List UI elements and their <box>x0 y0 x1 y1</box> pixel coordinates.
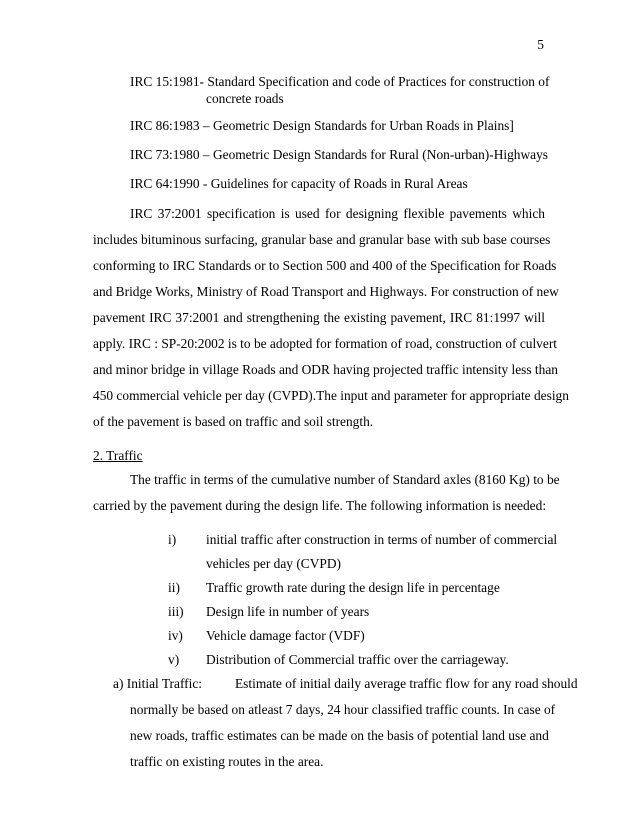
intro-paragraph-line: apply. IRC : SP-20:2002 is to be adopted for formation of road, construction of culvert <box>93 336 557 351</box>
intro-paragraph-line: includes bituminous surfacing, granular base and granular base with sub base courses <box>93 232 551 247</box>
list-item-text: initial traffic after construction in terms of number of commercial <box>206 532 558 547</box>
intro-paragraph-line: pavement IRC 37:2001 and strengthening the existing pavement, IRC 81:1997 will <box>93 310 545 325</box>
intro-paragraph-line: IRC 37:2001 specification is used for designing flexible pavements which <box>130 206 545 221</box>
intro-paragraph-line: and Bridge Works, Ministry of Road Transport and Highways. For construction of new <box>93 284 559 299</box>
reference-irc-15-line1: IRC 15:1981- Standard Specification and code of Practices for construction of <box>130 74 550 89</box>
intro-paragraph-line: and minor bridge in village Roads and ODR having projected traffic intensity less than <box>93 362 558 377</box>
traffic-paragraph-line: carried by the pavement during the design life. The following information is needed: <box>93 498 547 513</box>
reference-irc-64: IRC 64:1990 - Guidelines for capacity of Roads in Rural Areas <box>130 176 468 191</box>
initial-traffic-line: traffic on existing routes in the area. <box>130 754 324 769</box>
list-item-text: Traffic growth rate during the design life in percentage <box>206 580 500 595</box>
intro-paragraph-line: of the pavement is based on traffic and soil strength. <box>93 414 374 429</box>
list-item-text: Vehicle damage factor (VDF) <box>206 628 365 643</box>
list-item-number: iii) <box>168 604 184 619</box>
list-item-number: iv) <box>168 628 183 643</box>
traffic-paragraph-line: The traffic in terms of the cumulative number of Standard axles (8160 Kg) to be <box>130 472 560 487</box>
list-item-text: vehicles per day (CVPD) <box>206 556 341 571</box>
page-number: 5 <box>537 37 544 52</box>
list-item-number: ii) <box>168 580 180 595</box>
list-item-text: Design life in number of years <box>206 604 370 619</box>
initial-traffic-line: new roads, traffic estimates can be made on the basis of potential land use and <box>130 728 549 743</box>
initial-traffic-label: a) Initial Traffic: <box>113 676 203 691</box>
list-item-number: i) <box>168 532 177 547</box>
list-item-number: v) <box>168 652 180 667</box>
reference-irc-86: IRC 86:1983 – Geometric Design Standards for Urban Roads in Plains] <box>130 118 514 133</box>
section-heading-traffic: 2. Traffic <box>93 448 143 463</box>
intro-paragraph-line: 450 commercial vehicle per day (CVPD).The input and parameter for appropriate design <box>93 388 569 403</box>
initial-traffic-line: normally be based on atleast 7 days, 24 hour classified traffic counts. In case of <box>130 702 556 717</box>
intro-paragraph-line: conforming to IRC Standards or to Section 500 and 400 of the Specification for Roads <box>93 258 557 273</box>
list-item-text: Distribution of Commercial traffic over the carriageway. <box>206 652 509 667</box>
reference-irc-73: IRC 73:1980 – Geometric Design Standards for Rural (Non-urban)-Highways <box>130 147 548 162</box>
reference-irc-15-line2: concrete roads <box>206 91 284 106</box>
initial-traffic-line: Estimate of initial daily average traffic flow for any road should <box>235 676 578 691</box>
